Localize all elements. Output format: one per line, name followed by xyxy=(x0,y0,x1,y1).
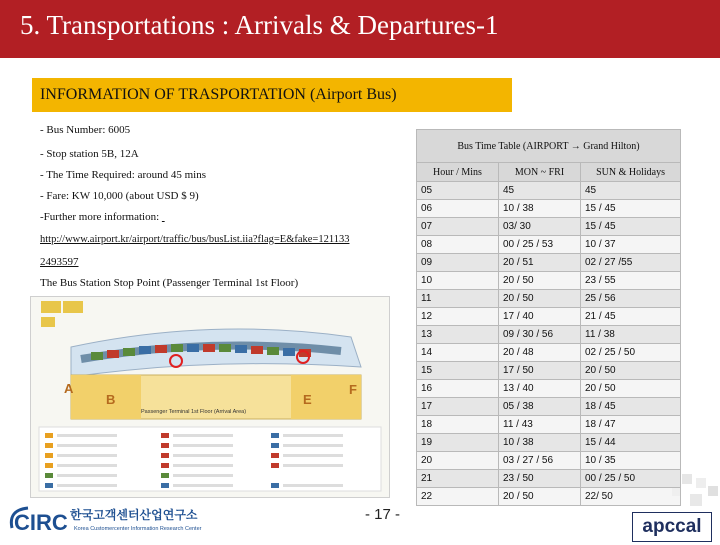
apccal-logo: apccal xyxy=(632,512,712,542)
weekday-times-cell: 23 / 50 xyxy=(499,470,581,488)
holiday-times-cell: 15 / 44 xyxy=(581,434,681,452)
timetable-title: Bus Time Table (AIRPORT → Grand Hilton) xyxy=(417,130,681,163)
further-info-label: -Further more information: xyxy=(40,211,160,223)
circ-logo-graphic xyxy=(4,500,244,540)
further-info-underline xyxy=(162,211,165,223)
weekday-times-cell: 45 xyxy=(499,182,581,200)
timetable-row xyxy=(417,452,681,470)
hour-cell: 14 xyxy=(417,344,499,362)
hour-cell: 10 xyxy=(417,272,499,290)
slide-title: 5. Transportations : Arrivals & Departures-1 xyxy=(20,10,499,40)
timetable-row xyxy=(417,326,681,344)
holiday-times-cell: 25 / 56 xyxy=(581,290,681,308)
circ-english-name: Korea Customercenter Information Research Center xyxy=(74,526,202,532)
hour-cell: 13 xyxy=(417,326,499,344)
timetable-row xyxy=(417,254,681,272)
hour-cell: 09 xyxy=(417,254,499,272)
zone-e-label: E xyxy=(303,392,312,407)
weekday-times-cell: 17 / 40 xyxy=(499,308,581,326)
holiday-times-cell: 22/ 50 xyxy=(581,488,681,506)
bus-icon xyxy=(41,301,61,313)
hour-cell: 22 xyxy=(417,488,499,506)
holiday-times-cell: 18 / 45 xyxy=(581,398,681,416)
weekday-times-cell: 20 / 50 xyxy=(499,272,581,290)
timetable-row xyxy=(417,416,681,434)
hour-cell: 15 xyxy=(417,362,499,380)
weekday-times-cell: 13 / 40 xyxy=(499,380,581,398)
hour-cell: 18 xyxy=(417,416,499,434)
hour-cell: 16 xyxy=(417,380,499,398)
weekday-times-cell: 20 / 48 xyxy=(499,344,581,362)
weekday-times-cell: 20 / 50 xyxy=(499,488,581,506)
timetable-row xyxy=(417,218,681,236)
timetable-row xyxy=(417,344,681,362)
bus-stop-map xyxy=(30,296,390,498)
hour-cell: 21 xyxy=(417,470,499,488)
holiday-times-cell: 18 / 47 xyxy=(581,416,681,434)
holiday-times-cell: 02 / 27 /55 xyxy=(581,254,681,272)
weekday-times-cell: 17 / 50 xyxy=(499,362,581,380)
holiday-times-cell: 15 / 45 xyxy=(581,200,681,218)
holiday-times-cell: 23 / 55 xyxy=(581,272,681,290)
col-header-holiday: SUN & Holidays xyxy=(581,163,681,182)
weekday-times-cell: 09 / 30 / 56 xyxy=(499,326,581,344)
bus-icon xyxy=(63,301,83,313)
hour-cell: 17 xyxy=(417,398,499,416)
holiday-times-cell: 21 / 45 xyxy=(581,308,681,326)
weekday-times-cell: 10 / 38 xyxy=(499,200,581,218)
timetable-row xyxy=(417,434,681,452)
title-bar xyxy=(0,0,720,58)
zone-a-label: A xyxy=(64,381,74,396)
weekday-times-cell: 20 / 51 xyxy=(499,254,581,272)
info-url-link[interactable]: http://www.airport.kr/airport/traffic/bus/busList.iia?flag=E&fake=121133 xyxy=(40,234,350,245)
info-banner xyxy=(32,78,512,112)
floor-label: Passenger Terminal 1st Floor (Arrival Area) xyxy=(141,409,247,415)
bus-timetable xyxy=(416,129,681,506)
zone-f-label: F xyxy=(349,382,357,397)
weekday-times-cell: 20 / 50 xyxy=(499,290,581,308)
bus-number: - Bus Number: 6005 xyxy=(40,124,131,136)
holiday-times-cell: 15 / 45 xyxy=(581,218,681,236)
timetable-row xyxy=(417,200,681,218)
hour-cell: 08 xyxy=(417,236,499,254)
timetable-row xyxy=(417,272,681,290)
weekday-times-cell: 03/ 30 xyxy=(499,218,581,236)
timetable-row xyxy=(417,236,681,254)
circ-logo xyxy=(4,500,244,540)
col-header-hour: Hour / Mins xyxy=(417,163,499,182)
holiday-times-cell: 10 / 35 xyxy=(581,452,681,470)
holiday-times-cell: 02 / 25 / 50 xyxy=(581,344,681,362)
timetable-body xyxy=(417,182,681,506)
holiday-times-cell: 20 / 50 xyxy=(581,362,681,380)
hour-cell: 06 xyxy=(417,200,499,218)
stop-station: - Stop station 5B, 12A xyxy=(40,148,139,160)
terminal-map-graphic xyxy=(31,297,389,497)
timetable-row xyxy=(417,380,681,398)
weekday-times-cell: 05 / 38 xyxy=(499,398,581,416)
holiday-times-cell: 45 xyxy=(581,182,681,200)
hour-cell: 11 xyxy=(417,290,499,308)
time-required: - The Time Required: around 45 mins xyxy=(40,169,207,181)
stop-point-caption: The Bus Station Stop Point (Passenger Terminal 1st Floor) xyxy=(40,277,299,289)
holiday-times-cell: 11 / 38 xyxy=(581,326,681,344)
hour-cell: 20 xyxy=(417,452,499,470)
weekday-times-cell: 00 / 25 / 53 xyxy=(499,236,581,254)
zone-b-label: B xyxy=(106,392,116,407)
holiday-times-cell: 20 / 50 xyxy=(581,380,681,398)
holiday-times-cell: 10 / 37 xyxy=(581,236,681,254)
holiday-times-cell: 00 / 25 / 50 xyxy=(581,470,681,488)
hour-cell: 12 xyxy=(417,308,499,326)
weekday-times-cell: 03 / 27 / 56 xyxy=(499,452,581,470)
fare: - Fare: KW 10,000 (about USD $ 9) xyxy=(40,190,199,202)
weekday-times-cell: 10 / 38 xyxy=(499,434,581,452)
page-number: - 17 - xyxy=(365,506,401,523)
timetable-row xyxy=(417,398,681,416)
weekday-times-cell: 11 / 43 xyxy=(499,416,581,434)
timetable-row xyxy=(417,362,681,380)
bus-icon xyxy=(41,317,55,327)
timetable-row xyxy=(417,290,681,308)
circ-logo-text: CIRC xyxy=(14,510,68,535)
hour-cell: 05 xyxy=(417,182,499,200)
col-header-weekday: MON ~ FRI xyxy=(499,163,581,182)
banner-text: INFORMATION OF TRASPORTATION (Airport Bus) xyxy=(40,86,397,103)
hour-cell: 19 xyxy=(417,434,499,452)
timetable-row xyxy=(417,308,681,326)
circ-korean-name: 한국고객센터산업연구소 xyxy=(70,508,198,522)
hour-cell: 07 xyxy=(417,218,499,236)
further-info xyxy=(40,211,165,223)
info-url-link-cont[interactable]: 2493597 xyxy=(40,256,79,268)
decorative-pattern xyxy=(612,474,720,514)
timetable-row xyxy=(417,182,681,200)
